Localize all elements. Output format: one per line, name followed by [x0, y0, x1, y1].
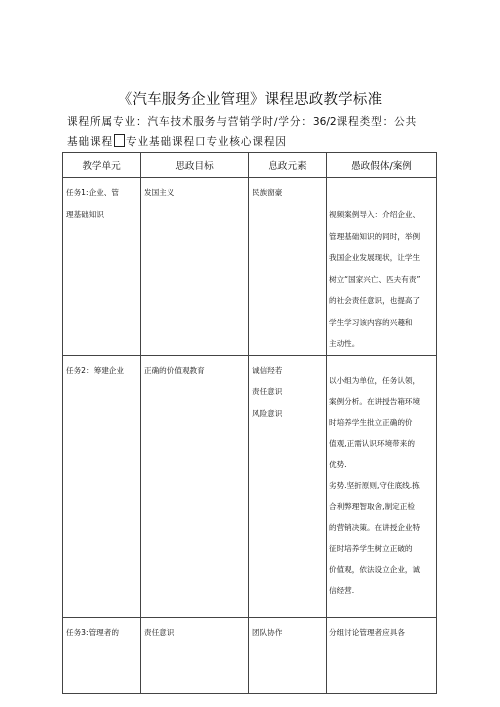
case-line: 的营销决策。在讲授企业特	[329, 522, 421, 532]
case-line: 时培养学生批立正确的价	[329, 417, 413, 427]
goal-text: 责任意识	[144, 627, 175, 637]
table-header-row	[63, 153, 437, 178]
unit-cell	[63, 178, 141, 356]
case-line: 价值观，依法设立企业，诚	[329, 564, 421, 574]
goal-cell	[141, 617, 249, 693]
document-title: 《汽车服务企业管理》课程思政教学标准	[117, 92, 383, 108]
case-line: 以小组为单位，任务认领，	[329, 375, 421, 385]
goal-cell	[141, 355, 249, 617]
course-meta-line-2	[67, 134, 447, 149]
course-meta-line-1	[67, 114, 447, 129]
goal-cell	[141, 178, 249, 356]
table-row	[63, 355, 437, 617]
header-ideological-element: 息政元素	[249, 153, 327, 178]
course-type-label: 课程类型：公共	[336, 116, 418, 128]
unit-cell	[63, 617, 141, 693]
case-line: 树立“国家兴亡、匹夫有责”	[329, 274, 421, 284]
element-text: 责任意识	[252, 387, 283, 396]
course-type-options: 专业基础课程口专业核心课程因	[125, 136, 287, 148]
element-text: 团队协作	[252, 627, 283, 637]
case-cell	[327, 355, 437, 617]
unit-line: 任务1:企业、管	[66, 188, 119, 197]
unit-line: 任务2：筹建企业	[66, 365, 124, 375]
case-line: 学生学习该内容的兴趣和	[329, 317, 413, 327]
case-line: 我国企业发展现状，让学生	[329, 253, 421, 262]
case-line: 分组讨论管理者应具各	[329, 627, 405, 637]
header-teaching-unit: 教学单元	[63, 153, 141, 178]
table-row	[63, 617, 437, 693]
case-line: 视频案例导入：介绍企业、	[329, 210, 421, 219]
case-line: 案例分析。在讲授告箱环境	[329, 396, 421, 406]
unit-cell	[63, 355, 141, 617]
case-cell	[327, 617, 437, 693]
course-major-hours-label: 课程所属专业：汽车技术服务与营销学时/学分：	[67, 116, 313, 128]
unit-line: 理基础知识	[66, 209, 104, 219]
case-line: 管理基础知识的同时，举例	[329, 231, 421, 241]
case-line: 合利弊理智取舍,制定正检	[329, 501, 415, 511]
course-type-public: 基础课程	[67, 136, 113, 148]
element-text: 风险意识	[252, 408, 283, 418]
case-line: 征时培养学生树立正破的	[329, 543, 413, 553]
header-ideological-goal: 思政目标	[141, 153, 249, 178]
case-line: 劣势.坚折原则,守住底线.拣	[329, 480, 420, 490]
unit-line: 任务3:管理者的	[66, 627, 119, 637]
teaching-standard-table	[62, 152, 437, 694]
goal-text: 发国主义	[144, 188, 175, 197]
element-cell	[249, 178, 327, 356]
case-line: 主动性。	[329, 339, 360, 348]
element-cell	[249, 617, 327, 693]
goal-text: 正确的价值观教育	[144, 365, 205, 375]
case-line: 信经营.	[329, 585, 355, 595]
header-case: 愚政假体/案例	[327, 153, 437, 178]
element-text: 诚信羟若	[252, 365, 283, 375]
element-text: 民族窗豪	[252, 188, 283, 197]
course-hours-credits: 36/2	[312, 116, 337, 128]
element-cell	[249, 355, 327, 617]
case-cell	[327, 178, 437, 356]
checkbox-icon	[114, 134, 125, 147]
case-line: 优势.	[329, 459, 347, 469]
case-line: 值观,正需认识环境带来的	[329, 438, 415, 448]
case-line: 的社会责任意识，也提高了	[329, 296, 421, 305]
table-row	[63, 178, 437, 356]
